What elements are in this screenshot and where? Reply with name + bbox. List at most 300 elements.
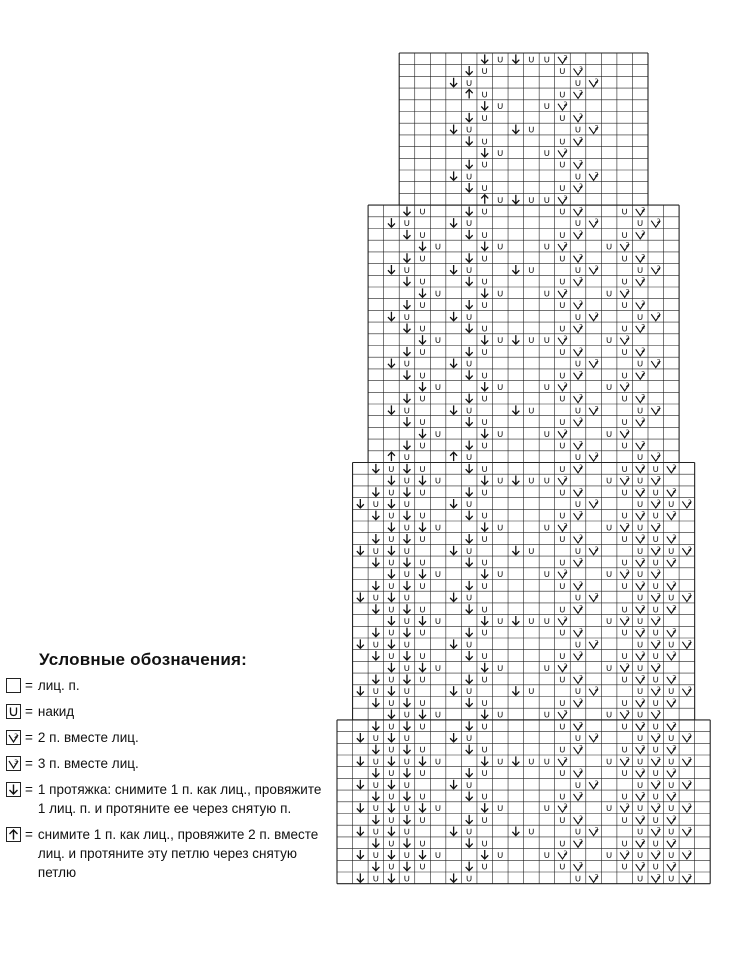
decrease-count-label: 2 xyxy=(579,791,583,799)
arrow-down-icon xyxy=(466,230,473,239)
arrow-down-icon xyxy=(388,522,395,531)
yarn-over-icon: ∪ xyxy=(418,510,427,522)
yarn-over-icon: ∪ xyxy=(372,873,380,885)
yarn-over-icon: ∪ xyxy=(481,814,489,826)
yarn-over-icon: ∪ xyxy=(527,405,536,417)
yarn-over-icon: ∪ xyxy=(558,721,567,733)
yarn-over-icon: ∪ xyxy=(667,779,675,791)
arrow-down-icon xyxy=(450,171,457,180)
yarn-over-icon: ∪ xyxy=(636,218,644,230)
yarn-over-icon: ∪ xyxy=(387,768,396,780)
yarn-over-icon: ∪ xyxy=(434,709,442,721)
legend-item-k2tog xyxy=(6,728,326,747)
arrow-down-icon xyxy=(466,323,473,332)
decrease-count-label: 2 xyxy=(563,54,568,62)
decrease-count-label: 2 xyxy=(563,428,568,436)
yarn-over-icon: ∪ xyxy=(543,381,551,393)
yarn-over-icon: ∪ xyxy=(558,463,567,475)
yarn-over-icon: ∪ xyxy=(418,627,427,639)
arrow-down-icon xyxy=(403,862,410,871)
yarn-over-icon: ∪ xyxy=(636,803,644,815)
decrease-count-label: 2 xyxy=(594,452,599,460)
yarn-over-icon: ∪ xyxy=(418,463,427,475)
decrease-count-label: 2 xyxy=(656,662,661,670)
arrow-down-icon xyxy=(388,733,395,742)
decrease-count-label: 2 xyxy=(656,849,661,857)
decrease-count-label: 2 xyxy=(594,358,599,366)
yarn-over-icon: ∪ xyxy=(481,136,489,148)
yarn-over-icon: ∪ xyxy=(496,803,504,815)
decrease-count-label: 2 xyxy=(641,463,646,471)
k3tog-icon xyxy=(6,756,21,771)
decrease-count-label: 2 xyxy=(579,183,583,191)
arrow-down-icon xyxy=(357,686,364,695)
yarn-over-icon: ∪ xyxy=(636,756,644,768)
decrease-count-label: 2 xyxy=(672,768,677,776)
yarn-over-icon: ∪ xyxy=(621,440,629,452)
arrow-down-icon xyxy=(512,405,519,414)
arrow-down-icon xyxy=(419,429,426,438)
yarn-over-icon: ∪ xyxy=(667,639,675,651)
arrow-down-icon xyxy=(388,780,395,789)
arrow-down-icon xyxy=(466,511,473,520)
yarn-over-icon: ∪ xyxy=(496,756,504,768)
arrow-down-icon xyxy=(372,745,379,754)
arrow-down-icon xyxy=(372,674,379,683)
arrow-up-icon xyxy=(6,827,21,842)
decrease-count-label: 2 xyxy=(563,849,568,857)
equals-sign: = xyxy=(25,827,33,842)
arrow-down-icon xyxy=(403,557,410,566)
arrow-down-icon xyxy=(466,838,473,847)
yarn-over-icon: ∪ xyxy=(636,522,644,534)
arrow-down-icon xyxy=(388,476,395,485)
yarn-over-icon: ∪ xyxy=(543,194,551,206)
yarn-over-icon: ∪ xyxy=(543,803,551,815)
legend-item-yarn-over xyxy=(6,702,326,721)
decrease-count-label: 2 xyxy=(579,744,583,752)
decrease-count-label: 2 xyxy=(641,440,646,448)
yarn-over-icon: ∪ xyxy=(527,545,536,557)
arrow-down-icon xyxy=(450,827,457,836)
arrow-down-icon xyxy=(388,663,395,672)
yarn-over-icon: ∪ xyxy=(558,159,567,171)
decrease-count-label: 2 xyxy=(579,814,583,822)
yarn-over-icon: ∪ xyxy=(465,405,473,417)
arrow-down-icon xyxy=(403,464,410,473)
arrow-down-icon xyxy=(419,382,426,391)
decrease-count-label: 2 xyxy=(579,861,583,869)
arrow-down-icon xyxy=(388,803,395,812)
yarn-over-icon: ∪ xyxy=(558,89,567,101)
decrease-count-label: 2 xyxy=(641,300,646,308)
decrease-count-label: 2 xyxy=(641,838,646,846)
yarn-over-icon: ∪ xyxy=(558,814,567,826)
yarn-over-icon: ∪ xyxy=(574,498,582,510)
arrow-down-icon xyxy=(450,639,457,648)
yarn-over-icon: ∪ xyxy=(403,803,411,815)
arrow-down-icon xyxy=(388,756,395,765)
arrow-down-icon xyxy=(372,791,379,800)
decrease-count-label: 2 xyxy=(672,744,677,752)
arrow-down-icon xyxy=(372,581,379,590)
yarn-over-icon: ∪ xyxy=(465,498,473,510)
yarn-over-icon: ∪ xyxy=(418,323,427,335)
yarn-over-icon: ∪ xyxy=(418,791,427,803)
decrease-count-label: 2 xyxy=(563,475,568,483)
yarn-over-icon: ∪ xyxy=(605,335,613,347)
decrease-count-label: 2 xyxy=(641,674,646,682)
arrow-down-icon xyxy=(388,850,395,859)
decrease-count-label: 2 xyxy=(579,674,583,682)
yarn-over-icon: ∪ xyxy=(527,194,536,206)
yarn-over-icon: ∪ xyxy=(621,861,629,873)
yarn-over-icon: ∪ xyxy=(403,264,411,276)
yarn-over-icon: ∪ xyxy=(418,768,427,780)
arrow-down-icon xyxy=(419,756,426,765)
decrease-count-label: 2 xyxy=(579,206,583,214)
arrow-down-icon xyxy=(450,312,457,321)
yarn-over-icon: ∪ xyxy=(403,732,411,744)
yarn-over-icon: ∪ xyxy=(636,709,644,721)
yarn-over-icon: ∪ xyxy=(434,569,442,581)
yarn-over-icon: ∪ xyxy=(403,686,411,698)
decrease-count-label: 2 xyxy=(672,791,677,799)
yarn-over-icon: ∪ xyxy=(543,428,551,440)
arrow-down-icon xyxy=(466,581,473,590)
arrow-down-icon xyxy=(450,546,457,555)
decrease-count-label: 2 xyxy=(687,779,692,787)
yarn-over-icon: ∪ xyxy=(543,709,551,721)
decrease-count-label: 2 xyxy=(625,615,630,623)
legend-item-ssk xyxy=(6,780,326,818)
arrow-down-icon xyxy=(450,125,457,134)
decrease-count-label: 2 xyxy=(579,580,583,588)
yarn-over-icon: ∪ xyxy=(652,510,660,522)
arrow-down-icon xyxy=(357,499,364,508)
yarn-over-icon: ∪ xyxy=(465,873,473,885)
decrease-count-label: 2 xyxy=(656,732,661,740)
decrease-count-label: 2 xyxy=(579,510,583,518)
decrease-count-label: 3 xyxy=(563,194,568,202)
arrow-down-icon xyxy=(466,487,473,496)
arrow-down-icon xyxy=(466,300,473,309)
decrease-count-label: 2 xyxy=(625,241,630,249)
yarn-over-icon: ∪ xyxy=(387,838,396,850)
yarn-over-icon: ∪ xyxy=(387,721,396,733)
yarn-over-icon: ∪ xyxy=(558,580,567,592)
yarn-over-icon: ∪ xyxy=(558,206,567,218)
yarn-over-icon: ∪ xyxy=(465,545,473,557)
yarn-over-icon: ∪ xyxy=(434,849,442,861)
yarn-over-icon: ∪ xyxy=(527,54,536,66)
yarn-over-icon: ∪ xyxy=(667,592,675,604)
yarn-over-icon: ∪ xyxy=(543,54,551,66)
arrow-down-icon xyxy=(357,803,364,812)
yarn-over-icon: ∪ xyxy=(652,721,660,733)
decrease-count-label: 2 xyxy=(641,768,646,776)
yarn-over-icon: ∪ xyxy=(481,276,489,288)
arrow-down-icon xyxy=(419,850,426,859)
yarn-over-icon: ∪ xyxy=(543,569,551,581)
yarn-over-icon: ∪ xyxy=(621,651,629,663)
yarn-over-icon: ∪ xyxy=(481,346,489,358)
yarn-over-icon: ∪ xyxy=(434,428,442,440)
decrease-count-label: 2 xyxy=(563,101,568,109)
k2tog-icon xyxy=(6,730,21,745)
yarn-over-icon: ∪ xyxy=(667,849,675,861)
yarn-over-icon: ∪ xyxy=(667,498,675,510)
decrease-count-label: 2 xyxy=(625,569,630,577)
decrease-count-label: 2 xyxy=(594,171,599,179)
yarn-over-icon: ∪ xyxy=(465,779,473,791)
arrow-down-icon xyxy=(512,827,519,836)
arrow-down-icon xyxy=(372,628,379,637)
yarn-over-icon: ∪ xyxy=(621,814,629,826)
yarn-over-icon: ∪ xyxy=(558,744,567,756)
yarn-over-icon: ∪ xyxy=(403,662,411,674)
decrease-count-label: 2 xyxy=(687,873,692,881)
arrow-down-icon xyxy=(466,745,473,754)
decrease-count-label: 2 xyxy=(563,756,568,764)
decrease-count-label: 2 xyxy=(656,639,661,647)
yarn-over-icon: ∪ xyxy=(481,557,489,569)
yarn-over-icon: ∪ xyxy=(636,592,644,604)
yarn-over-icon: ∪ xyxy=(667,803,675,815)
yarn-over-icon: ∪ xyxy=(605,288,613,300)
arrow-down-icon xyxy=(372,768,379,777)
yarn-over-icon: ∪ xyxy=(403,873,411,885)
yarn-over-icon: ∪ xyxy=(481,627,489,639)
yarn-over-icon: ∪ xyxy=(558,487,567,499)
svg-text:2: 2 xyxy=(14,732,19,740)
yarn-over-icon: ∪ xyxy=(418,861,427,873)
decrease-count-label: 2 xyxy=(641,744,646,752)
arrow-down-icon xyxy=(512,54,519,63)
arrow-down-icon xyxy=(403,370,410,379)
decrease-count-label: 2 xyxy=(594,639,599,647)
arrow-down-icon xyxy=(403,394,410,403)
decrease-count-label: 2 xyxy=(687,732,692,740)
arrow-down-icon xyxy=(403,745,410,754)
arrow-down-icon xyxy=(403,440,410,449)
yarn-over-icon: ∪ xyxy=(403,358,411,370)
arrow-down-icon xyxy=(466,253,473,262)
yarn-over-icon: ∪ xyxy=(418,534,427,546)
decrease-count-label: 2 xyxy=(656,756,661,764)
arrow-down-icon xyxy=(512,195,519,204)
arrow-up-icon xyxy=(466,89,473,98)
yarn-over-icon: ∪ xyxy=(465,639,473,651)
equals-sign: = xyxy=(25,678,33,693)
yarn-over-icon: ∪ xyxy=(434,756,442,768)
decrease-count-label: 3 xyxy=(656,709,661,717)
yarn-over-icon: ∪ xyxy=(418,253,427,265)
yarn-over-icon: ∪ xyxy=(621,580,629,592)
arrow-down-icon xyxy=(403,838,410,847)
decrease-count-label: 2 xyxy=(656,522,661,530)
arrow-down-icon xyxy=(403,347,410,356)
yarn-over-icon: ∪ xyxy=(636,569,644,581)
arrow-down-icon xyxy=(357,593,364,602)
yarn-over-icon: ∪ xyxy=(558,417,567,429)
decrease-count-label: 2 xyxy=(625,288,630,296)
arrow-down-icon xyxy=(419,242,426,251)
yarn-over-icon: ∪ xyxy=(652,580,660,592)
yarn-over-icon: ∪ xyxy=(652,627,660,639)
decrease-count-label: 2 xyxy=(656,311,661,319)
yarn-over-icon: ∪ xyxy=(434,241,442,253)
yarn-over-icon: ∪ xyxy=(481,768,489,780)
yarn-over-icon: ∪ xyxy=(527,335,536,347)
yarn-over-icon: ∪ xyxy=(574,264,582,276)
yarn-over-icon: ∪ xyxy=(372,545,380,557)
yarn-over-icon: ∪ xyxy=(496,194,504,206)
yarn-over-icon: ∪ xyxy=(403,545,411,557)
arrow-down-icon xyxy=(481,756,488,765)
yarn-over-icon: ∪ xyxy=(418,346,427,358)
yarn-over-icon: ∪ xyxy=(403,639,411,651)
yarn-over-icon: ∪ xyxy=(558,66,567,78)
arrow-down-icon xyxy=(388,312,395,321)
yarn-over-icon: ∪ xyxy=(667,826,675,838)
yarn-over-icon: ∪ xyxy=(605,522,613,534)
yarn-over-icon: ∪ xyxy=(574,826,582,838)
yarn-over-icon: ∪ xyxy=(481,861,489,873)
arrow-down-icon xyxy=(450,733,457,742)
legend xyxy=(6,650,326,889)
arrow-down-icon xyxy=(403,417,410,426)
yarn-over-icon: ∪ xyxy=(558,674,567,686)
decrease-count-label: 2 xyxy=(594,826,599,834)
decrease-count-label: 2 xyxy=(672,534,677,542)
yarn-over-icon: ∪ xyxy=(527,615,536,627)
yarn-over-icon: ∪ xyxy=(372,592,380,604)
yarn-over-icon: ∪ xyxy=(387,674,396,686)
decrease-count-label: 2 xyxy=(656,218,661,226)
yarn-over-icon: ∪ xyxy=(481,323,489,335)
decrease-count-label: 2 xyxy=(641,393,646,401)
arrow-down-icon xyxy=(372,604,379,613)
decrease-count-label: 2 xyxy=(579,229,583,237)
yarn-over-icon: ∪ xyxy=(652,651,660,663)
arrow-down-icon xyxy=(481,429,488,438)
yarn-over-icon: ∪ xyxy=(481,66,489,78)
arrow-down-icon xyxy=(403,230,410,239)
arrow-down-icon xyxy=(388,569,395,578)
yarn-over-icon: ∪ xyxy=(527,686,536,698)
yarn-over-icon: ∪ xyxy=(605,615,613,627)
arrow-up-icon xyxy=(481,195,488,204)
yarn-over-icon: ∪ xyxy=(543,288,551,300)
decrease-count-label: 2 xyxy=(641,510,646,518)
arrow-down-icon xyxy=(466,604,473,613)
yarn-over-icon: ∪ xyxy=(636,686,644,698)
arrow-down-icon xyxy=(466,768,473,777)
arrow-down-icon xyxy=(357,827,364,836)
arrow-down-icon xyxy=(481,803,488,812)
legend-text-knit: лиц. п. xyxy=(37,678,80,693)
decrease-count-label: 2 xyxy=(641,323,646,331)
yarn-over-icon: ∪ xyxy=(387,697,396,709)
yarn-over-icon: ∪ xyxy=(403,218,411,230)
decrease-count-label: 2 xyxy=(579,417,583,425)
decrease-count-label: 2 xyxy=(656,498,661,506)
yarn-over-icon: ∪ xyxy=(574,218,582,230)
yarn-over-icon: ∪ xyxy=(621,627,629,639)
decrease-count-label: 2 xyxy=(656,475,661,483)
arrow-down-icon xyxy=(466,394,473,403)
yarn-over-icon: ∪ xyxy=(403,615,411,627)
yarn-over-icon: ∪ xyxy=(621,323,629,335)
yarn-over-icon: ∪ xyxy=(574,405,582,417)
yarn-over-icon: ∪ xyxy=(621,253,629,265)
decrease-count-label: 2 xyxy=(641,557,646,565)
yarn-over-icon: ∪ xyxy=(496,147,504,159)
yarn-over-icon: ∪ xyxy=(403,498,411,510)
yarn-over-icon: ∪ xyxy=(372,732,380,744)
decrease-count-label: 2 xyxy=(625,475,630,483)
yarn-over-icon: ∪ xyxy=(434,615,442,627)
yarn-over-icon: ∪ xyxy=(481,697,489,709)
yarn-over-icon: ∪ xyxy=(558,534,567,546)
arrow-down-icon xyxy=(372,511,379,520)
decrease-count-label: 2 xyxy=(656,405,661,413)
yarn-over-icon: ∪ xyxy=(481,159,489,171)
yarn-over-icon: ∪ xyxy=(558,136,567,148)
yarn-over-icon: ∪ xyxy=(496,428,504,440)
yarn-over-icon: ∪ xyxy=(667,545,675,557)
decrease-count-label: 2 xyxy=(579,721,583,729)
yarn-over-icon: ∪ xyxy=(418,557,427,569)
arrow-down-icon xyxy=(388,827,395,836)
arrow-down-icon xyxy=(466,206,473,215)
yarn-over-icon: ∪ xyxy=(543,522,551,534)
decrease-count-label: 2 xyxy=(687,849,692,857)
decrease-count-label: 2 xyxy=(656,686,661,694)
decrease-count-label: 2 xyxy=(579,346,583,354)
legend-item-sk2p xyxy=(6,825,326,882)
arrow-down-icon xyxy=(466,160,473,169)
yarn-over-icon: ∪ xyxy=(481,417,489,429)
decrease-count-label: 2 xyxy=(579,534,583,542)
yarn-over-icon: ∪ xyxy=(496,849,504,861)
yarn-over-icon: ∪ xyxy=(558,791,567,803)
legend-item-k3tog xyxy=(6,754,326,773)
yarn-over-icon: ∪ xyxy=(558,253,567,265)
yarn-over-icon: ∪ xyxy=(543,335,551,347)
decrease-count-label: 2 xyxy=(594,264,599,272)
decrease-count-label: 2 xyxy=(594,592,599,600)
yarn-over-icon: ∪ xyxy=(574,171,582,183)
yarn-over-icon: ∪ xyxy=(496,335,504,347)
yarn-over-icon: ∪ xyxy=(652,463,660,475)
arrow-down-icon xyxy=(388,546,395,555)
arrow-down-icon xyxy=(466,815,473,824)
arrow-down-icon xyxy=(512,756,519,765)
yarn-over-icon: ∪ xyxy=(496,54,504,66)
arrow-down-icon xyxy=(403,721,410,730)
decrease-count-label: 2 xyxy=(579,487,583,495)
yarn-over-icon: ∪ xyxy=(465,826,473,838)
yarn-over-icon: ∪ xyxy=(465,124,473,136)
decrease-count-label: 2 xyxy=(656,779,661,787)
decrease-count-label: 2 xyxy=(563,615,568,623)
decrease-count-label: 2 xyxy=(687,498,692,506)
yarn-over-icon: ∪ xyxy=(418,651,427,663)
yarn-over-icon: ∪ xyxy=(605,381,613,393)
decrease-count-label: 2 xyxy=(672,651,677,659)
